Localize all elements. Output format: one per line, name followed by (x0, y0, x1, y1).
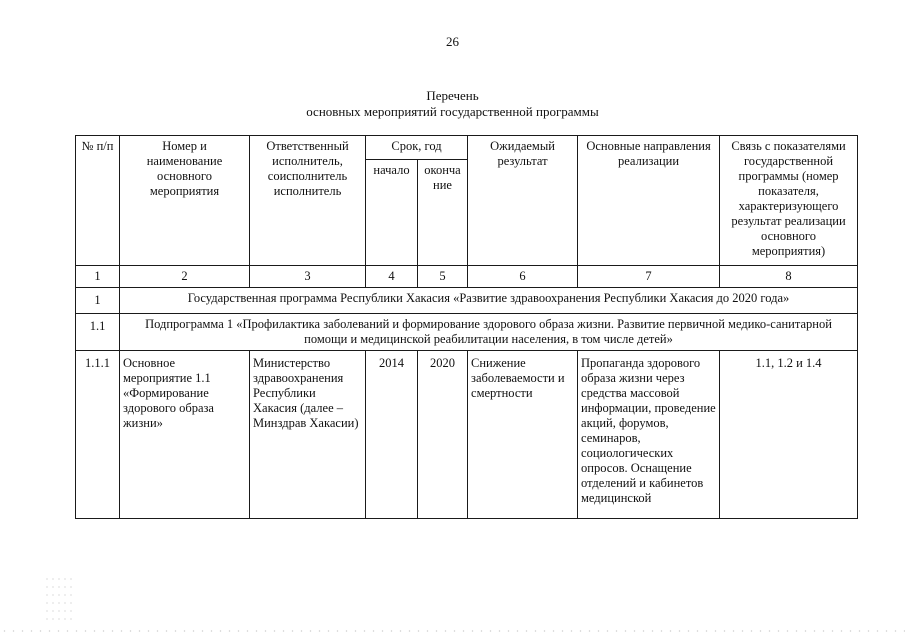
header-row (76, 136, 858, 160)
program-row (76, 288, 858, 314)
scan-noise-bottom (0, 628, 905, 634)
scan-noise-left (44, 575, 74, 625)
subprogram-row (76, 314, 858, 351)
column-number: 1 (76, 266, 120, 288)
title-line-1: Перечень (426, 88, 479, 103)
row-number: 1.1.1 (76, 351, 120, 519)
header-measure-name: Номер и наименование основного мероприятия (120, 136, 250, 266)
header-start: начало (366, 160, 418, 266)
table-row (76, 351, 858, 519)
program-number: 1 (76, 288, 120, 314)
page-number: 26 (446, 34, 459, 49)
measures-table (75, 135, 858, 519)
column-number: 4 (366, 266, 418, 288)
header-executor: Ответственный исполнитель, соисполнитель исполнитель (250, 136, 366, 266)
header-term: Срок, год (366, 136, 468, 160)
title-line-2: основных мероприятий государственной программы (306, 104, 599, 119)
program-title: Государственная программа Республики Хакасия «Развитие здравоохранения Республики Хакасия до 2020 года» (120, 288, 858, 314)
header-number: № п/п (76, 136, 120, 266)
header-expected-result: Ожидаемый результат (468, 136, 578, 266)
column-number: 5 (418, 266, 468, 288)
column-number-row (76, 266, 858, 288)
row-measure-name: Основное мероприятие 1.1 «Формирование здорового образа жизни» (120, 351, 250, 519)
row-executor: Министерство здравоохранения Республики Хакасия (далее – Минздрав Хакасии) (250, 351, 366, 519)
document-title (0, 88, 905, 120)
row-directions: Пропаганда здорового образа жизни через средства массовой информации, проведение акций, форумов, семинаров, социологических опросов. Оснащение отделений и кабинетов медицинской (578, 351, 720, 519)
row-start-year: 2014 (366, 351, 418, 519)
row-expected-result: Снижение заболеваемости и смертности (468, 351, 578, 519)
column-number: 7 (578, 266, 720, 288)
column-number: 3 (250, 266, 366, 288)
header-end: оконча ние (418, 160, 468, 266)
subprogram-title: Подпрограмма 1 «Профилактика заболеваний и формирование здорового образа жизни. Развитие первичной медико-санитарной помощи и медицинской реабилитации населения, в том числе детей» (120, 314, 858, 351)
column-number: 6 (468, 266, 578, 288)
row-indicator-link: 1.1, 1.2 и 1.4 (720, 351, 858, 519)
header-indicator-link: Связь с показателями государственной программы (номер показателя, характеризующего результат реализации основного мероприятия) (720, 136, 858, 266)
column-number: 8 (720, 266, 858, 288)
row-end-year: 2020 (418, 351, 468, 519)
column-number: 2 (120, 266, 250, 288)
subprogram-number: 1.1 (76, 314, 120, 351)
header-directions: Основные направления реализации (578, 136, 720, 266)
